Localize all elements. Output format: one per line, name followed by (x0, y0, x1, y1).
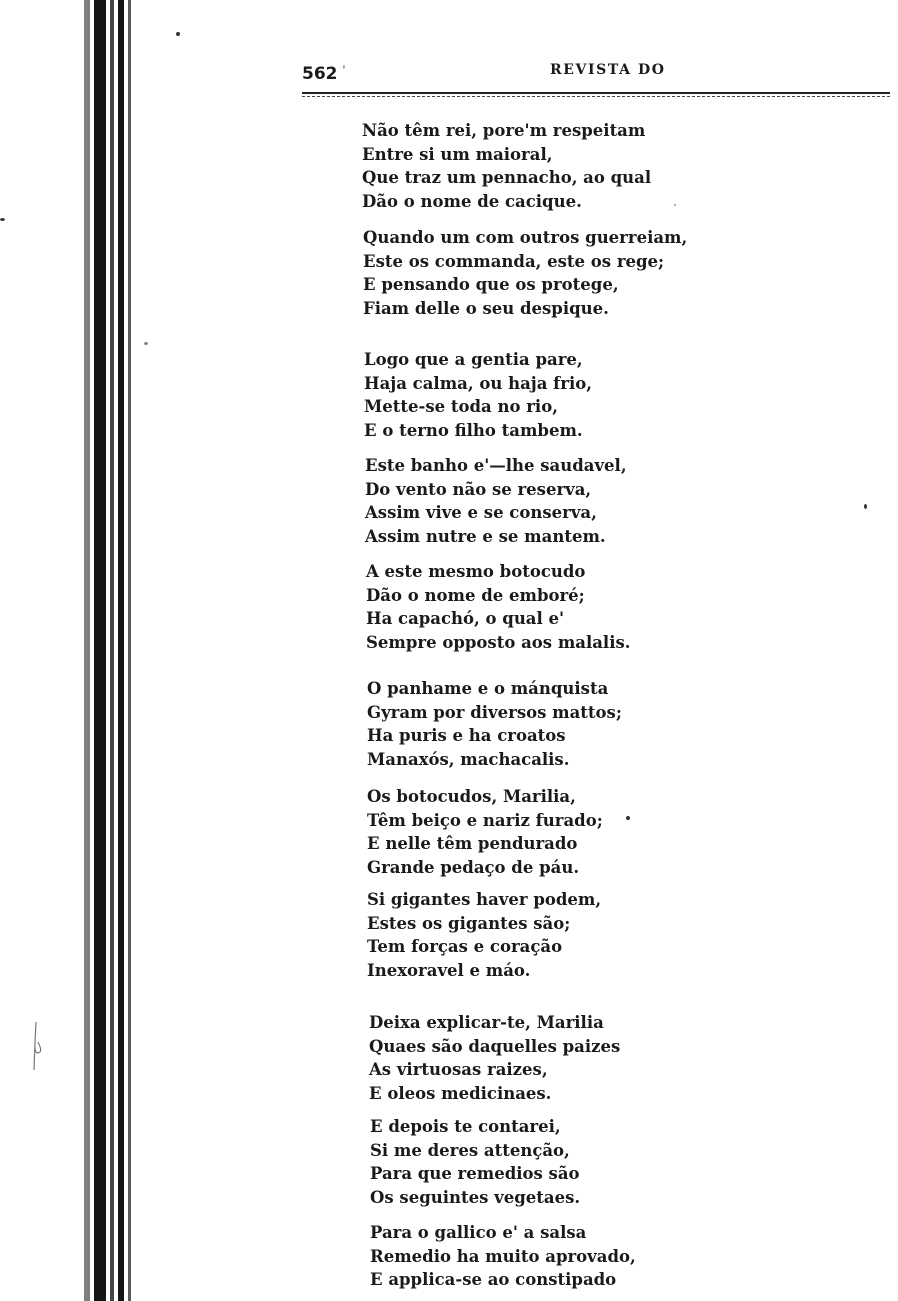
poem-line: Ha capachó, o qual e' (366, 609, 565, 628)
poem-line: Não têm rei, pore'm respeitam (362, 121, 646, 140)
poem-stanza (363, 226, 687, 320)
poem-line: Ha puris e ha croatos (367, 726, 566, 745)
header-rule-lower (302, 96, 890, 97)
scan-speck (864, 504, 867, 509)
poem-line: Assim nutre e se mantem. (365, 526, 606, 546)
scan-speck (176, 32, 180, 36)
poem-line: Quando um com outros guerreiam, (363, 228, 688, 247)
poem-line: Tem forças e coração (367, 937, 563, 956)
poem-line: E o terno filho tambem. (364, 420, 583, 440)
poem-stanza (369, 1011, 620, 1105)
poem-line: Estes os gigantes são; (367, 913, 571, 933)
poem-line: Haja calma, ou haja frio, (364, 373, 592, 393)
poem-line: E nelle têm pendurado (367, 834, 578, 853)
poem-line: Para que remedios são (370, 1164, 580, 1183)
poem-line: Manaxós, machacalis. (367, 749, 570, 769)
poem-line: O panhame e o mánquista (367, 679, 609, 698)
poem-stanza (365, 454, 627, 548)
poem-line: Entre si um maioral, (362, 144, 553, 164)
poem-line: Gyram por diversos mattos; (367, 702, 622, 722)
poem-line: Este banho e'—lhe saudavel, (365, 456, 627, 475)
poem-line: Remedio ha muito aprovado, (370, 1246, 636, 1266)
poem-line: Para o gallico e' a salsa (370, 1223, 587, 1242)
poem-line: Grande pedaço de páu. (367, 857, 580, 877)
poem-line: Fiam delle o seu despique. (363, 298, 609, 318)
poem-stanza (364, 348, 592, 442)
running-head: REVISTA DO (550, 62, 666, 78)
book-binding-shadow (84, 0, 134, 1301)
poem-stanza (362, 119, 651, 213)
poem-line: Do vento não se reserva, (365, 479, 592, 499)
poem-stanza (366, 560, 631, 654)
poem-stanza (367, 677, 622, 771)
poem-line: Si gigantes haver podem, (367, 890, 602, 909)
poem-line: E depois te contarei, (370, 1117, 561, 1136)
scan-speck (626, 816, 630, 820)
poem-stanza (370, 1221, 636, 1292)
scan-speck (674, 204, 676, 206)
poem-stanza (367, 888, 601, 982)
poem-line: E applica-se ao constipado (370, 1270, 617, 1289)
poem-line: Logo que a gentia pare, (364, 350, 583, 369)
page-number: 562 (302, 64, 338, 84)
poem-line: Os botocudos, Marilia, (367, 787, 576, 806)
poem-line: Dão o nome de cacique. (362, 191, 582, 211)
poem-line: Os seguintes vegetaes. (370, 1187, 581, 1207)
page-header (302, 62, 890, 86)
poem-line: As virtuosas raizes, (369, 1060, 548, 1079)
tick-mark: ˈ (342, 64, 346, 80)
pencil-mark-icon (32, 1022, 42, 1070)
poem-line: Quaes são daquelles paizes (369, 1036, 621, 1056)
poem-line: Dão o nome de emboré; (366, 585, 585, 605)
poem-line: Si me deres attenção, (370, 1140, 570, 1160)
poem-line: Deixa explicar-te, Marilia (369, 1013, 604, 1032)
poem-line: A este mesmo botocudo (366, 562, 586, 581)
poem-line: Que traz um pennacho, ao qual (362, 168, 652, 187)
poem-stanza (367, 785, 603, 879)
poem-line: Têm beiço e nariz furado; (367, 810, 603, 830)
poem-line: Sempre opposto aos malalis. (366, 632, 631, 652)
poem-line: Inexoravel e máo. (367, 960, 531, 980)
poem-stanza (370, 1115, 580, 1209)
poem-line: E pensando que os protege, (363, 275, 619, 294)
poem-line: Este os commanda, este os rege; (363, 251, 665, 271)
poem-line: Assim vive e se conserva, (365, 503, 597, 522)
poem-line: E oleos medicinaes. (369, 1083, 552, 1103)
header-rule (302, 92, 890, 94)
poem-line: Mette-se toda no rio, (364, 397, 558, 416)
scan-speck (0, 218, 5, 221)
scan-speck (144, 342, 148, 345)
